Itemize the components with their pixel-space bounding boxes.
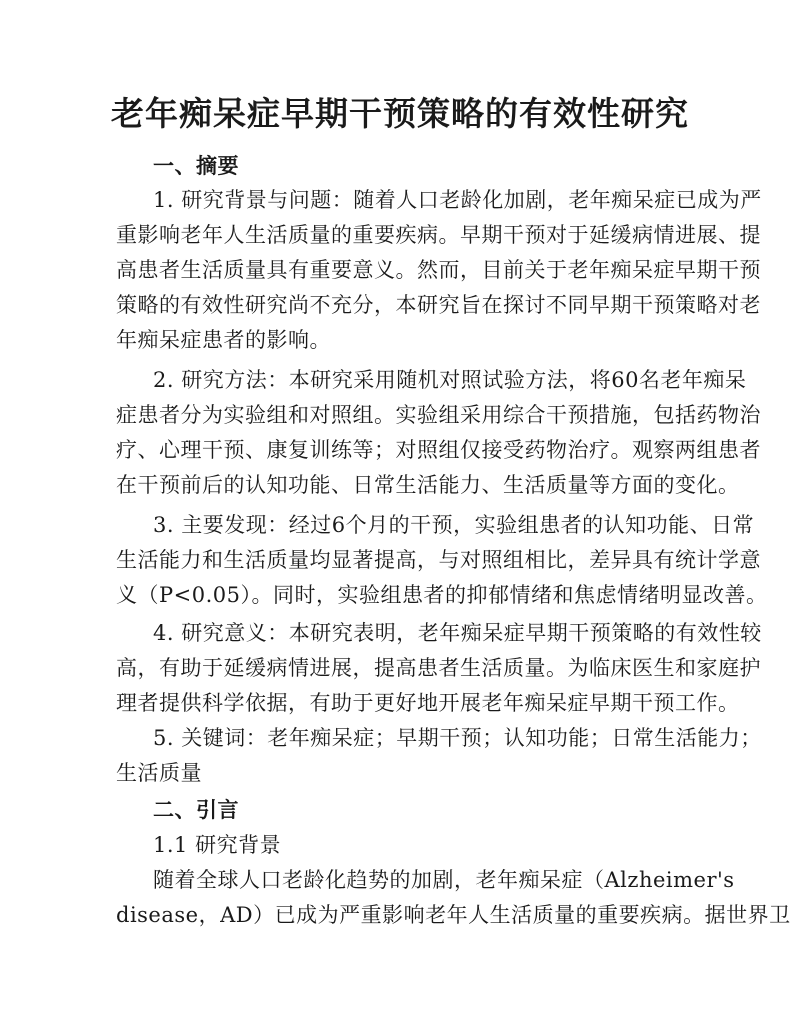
paragraph-line: 症患者分为实验组和对照组。实验组采用综合干预措施，包括药物治	[116, 403, 761, 427]
paragraph-line: 生活能力和生活质量均显著提高，与对照组相比，差异具有统计学意	[116, 548, 761, 572]
paragraph-line: 3. 主要发现：经过6个月的干预，实验组患者的认知功能、日常	[153, 513, 755, 537]
paragraph-line: 疗、心理干预、康复训练等；对照组仅接受药物治疗。观察两组患者	[116, 438, 761, 462]
paragraph-line: 义（P<0.05）。同时，实验组患者的抑郁情绪和焦虑情绪明显改善。	[116, 583, 768, 607]
section-heading-abstract: 一、摘要	[153, 153, 239, 178]
paragraph-line: 理者提供科学依据，有助于更好地开展老年痴呆症早期干预工作。	[116, 691, 740, 715]
paragraph-line: 2. 研究方法：本研究采用随机对照试验方法，将60名老年痴呆	[153, 368, 747, 392]
paragraph-line: 年痴呆症患者的影响。	[116, 328, 331, 352]
paragraph-line: 1. 研究背景与问题：随着人口老龄化加剧，老年痴呆症已成为严	[153, 188, 762, 212]
document-title: 老年痴呆症早期干预策略的有效性研究	[111, 94, 689, 133]
paragraph-line: 在干预前后的认知功能、日常生活能力、生活质量等方面的变化。	[116, 473, 740, 497]
subsection-heading: 1.1 研究背景	[153, 833, 282, 857]
section-heading-introduction: 二、引言	[153, 797, 239, 822]
paragraph-line: 5. 关键词：老年痴呆症；早期干预；认知功能；日常生活能力；	[153, 726, 762, 750]
paragraph-line: disease，AD）已成为严重影响老年人生活质量的重要疾病。据世界卫	[116, 903, 791, 927]
paragraph-line: 生活质量	[116, 761, 202, 785]
paragraph-line: 高，有助于延缓病情进展，提高患者生活质量。为临床医生和家庭护	[116, 656, 761, 680]
paragraph-line: 随着全球人口老龄化趋势的加剧，老年痴呆症（Alzheimer's	[153, 868, 735, 892]
paragraph-line: 策略的有效性研究尚不充分，本研究旨在探讨不同早期干预策略对老	[116, 293, 761, 317]
paragraph-line: 高患者生活质量具有重要意义。然而，目前关于老年痴呆症早期干预	[116, 258, 761, 282]
paragraph-line: 4. 研究意义：本研究表明，老年痴呆症早期干预策略的有效性较	[153, 621, 762, 645]
paragraph-line: 重影响老年人生活质量的重要疾病。早期干预对于延缓病情进展、提	[116, 223, 761, 247]
